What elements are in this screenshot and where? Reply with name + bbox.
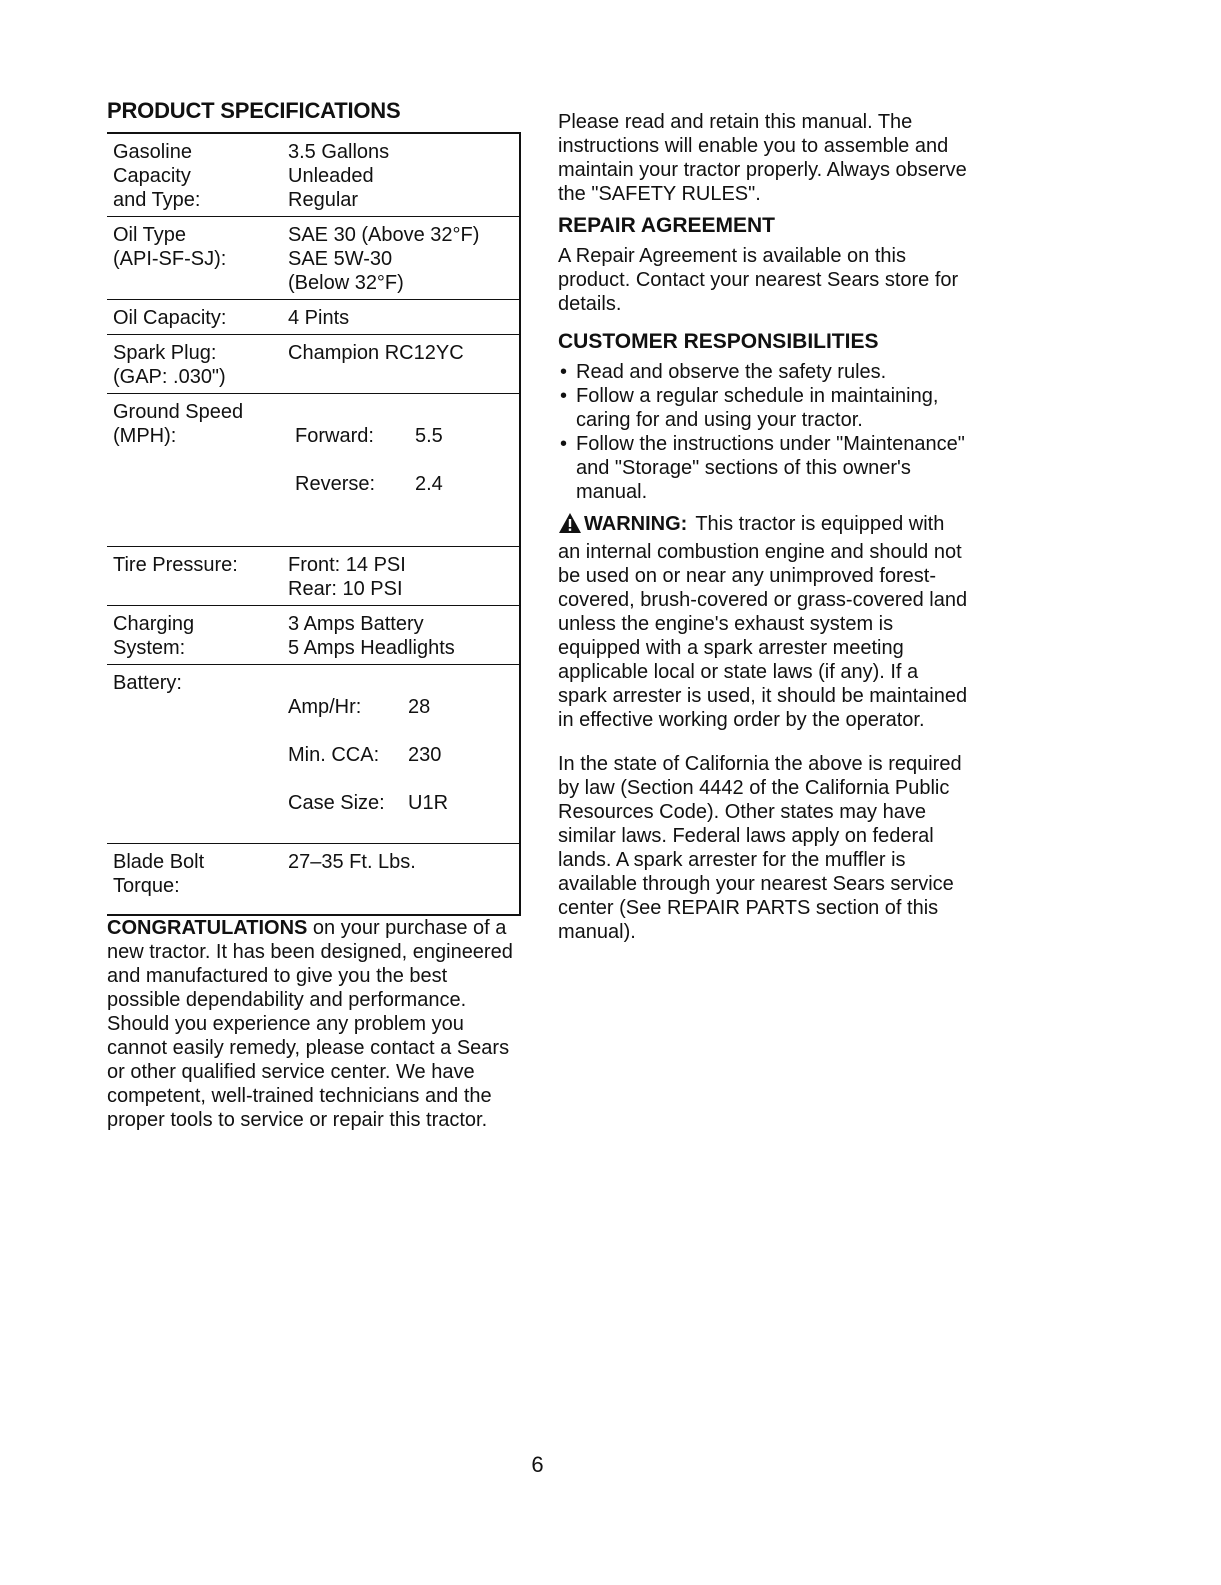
spec-pair-key: Forward: <box>295 425 374 447</box>
spec-value: 3 Amps Battery 5 Amps Headlights <box>288 613 455 659</box>
specifications-table <box>107 132 521 916</box>
spec-pair-key: Case Size: <box>288 792 385 814</box>
spec-row-spark-plug <box>107 335 519 394</box>
spec-pair-value: 230 <box>408 744 442 766</box>
spec-pair-key: Amp/Hr: <box>288 696 362 718</box>
spec-label: Blade Bolt Torque: <box>113 851 205 897</box>
spec-pair-key: Min. CCA: <box>288 744 380 766</box>
spec-pair <box>288 743 519 767</box>
california-paragraph: In the state of California the above is required by law (Section 4442 of the California Public Resources Code). Other states may have similar laws. Federal laws apply on federal lands. A spark arrester for the muffler is available through your nearest Sears service center (See REPAIR PARTS section of this manual). <box>558 753 962 943</box>
spec-label: Ground Speed (MPH): <box>113 401 244 447</box>
spec-pair-value: 5.5 <box>415 425 443 447</box>
spec-row-oil-type <box>107 217 519 300</box>
bullet: • <box>560 385 568 407</box>
spec-pair <box>288 695 519 719</box>
spec-label: Charging System: <box>113 613 195 659</box>
congratulations-lead: CONGRATULATIONS <box>107 917 308 939</box>
congratulations-text: on your purchase of a new tractor. It has been designed, engineered and manufactured to give you the best possible dependability and performance. <box>107 917 513 1011</box>
spec-value: Front: 14 PSI Rear: 10 PSI <box>288 554 406 600</box>
spec-label: Oil Type (API-SF-SJ): <box>113 224 227 270</box>
warning-label: WARNING: <box>584 513 688 535</box>
warning-text: This tractor is equipped with an internal combustion engine and should not be used on or near any unimproved forest-covered, brush-covered or grass-covered land unless the engine's exhaust system is equipped with a spark arrester meeting applicable local or state laws (if any). If a spark arrester is used, it should be maintained in effective working order by the operator. <box>558 513 968 731</box>
warning-triangle-icon <box>558 512 582 540</box>
spec-row-charging-system <box>107 606 519 665</box>
spec-value: 4 Pints <box>288 307 350 329</box>
spec-value <box>288 671 519 839</box>
spec-pair <box>295 424 519 448</box>
list-item-text: Follow the instructions under "Maintenance" and "Storage" sections of this owner's manual. <box>576 433 965 503</box>
page-number: 6 <box>531 1452 544 1477</box>
spec-label: Tire Pressure: <box>113 554 238 576</box>
list-item-text: Follow a regular schedule in maintaining, caring for and using your tractor. <box>576 385 939 431</box>
spec-value: 3.5 Gallons Unleaded Regular <box>288 141 390 211</box>
spec-pair-key: Reverse: <box>295 473 376 495</box>
spec-label: Gasoline Capacity and Type: <box>113 141 201 211</box>
repair-agreement-heading: REPAIR AGREEMENT <box>558 214 776 237</box>
list-item <box>558 432 968 504</box>
spec-row-ground-speed <box>107 394 519 547</box>
spec-pair-value: U1R <box>408 792 449 814</box>
spec-pair <box>288 791 519 815</box>
spec-row-battery <box>107 665 519 844</box>
spec-value: 27–35 Ft. Lbs. <box>288 851 416 873</box>
spec-pair <box>295 472 519 496</box>
customer-responsibilities-heading: CUSTOMER RESPONSIBILITIES <box>558 330 879 353</box>
list-item-text: Read and observe the safety rules. <box>576 361 887 383</box>
responsibilities-list <box>558 360 968 504</box>
left-column <box>107 98 522 1132</box>
repair-agreement-text: A Repair Agreement is available on this product. Contact your nearest Sears store for details. <box>558 245 959 315</box>
intro-paragraph: Please read and retain this manual. The instructions will enable you to assemble and maintain your tractor properly. Always observe the "SAFETY RULES". <box>558 111 967 205</box>
spec-row-tire-pressure <box>107 547 519 606</box>
congratulations-paragraph <box>107 916 522 1012</box>
spec-label: Oil Capacity: <box>113 307 227 329</box>
spec-label: Battery: <box>113 672 182 694</box>
spec-row-oil-capacity <box>107 300 519 335</box>
warning-paragraph <box>558 512 968 732</box>
spec-value <box>288 400 519 520</box>
service-paragraph: Should you experience any problem you cannot easily remedy, please contact a Sears or other qualified service center. We have competent, well-trained technicians and the proper tools to service or repair this tractor. <box>107 1013 510 1131</box>
spec-pair-value: 28 <box>408 696 431 718</box>
spec-pair-value: 2.4 <box>415 473 443 495</box>
spec-value: Champion RC12YC <box>288 342 464 364</box>
spec-label: Spark Plug: (GAP: .030") <box>113 342 226 388</box>
specifications-title: PRODUCT SPECIFICATIONS <box>107 98 401 123</box>
spec-row-gasoline <box>107 134 519 217</box>
spec-value: SAE 30 (Above 32°F) SAE 5W-30 (Below 32°F) <box>288 224 480 294</box>
spec-row-blade-bolt <box>107 844 519 914</box>
bullet: • <box>560 433 568 455</box>
bullet: • <box>560 361 568 383</box>
list-item <box>558 384 968 432</box>
right-column <box>558 110 968 944</box>
list-item <box>558 360 968 384</box>
